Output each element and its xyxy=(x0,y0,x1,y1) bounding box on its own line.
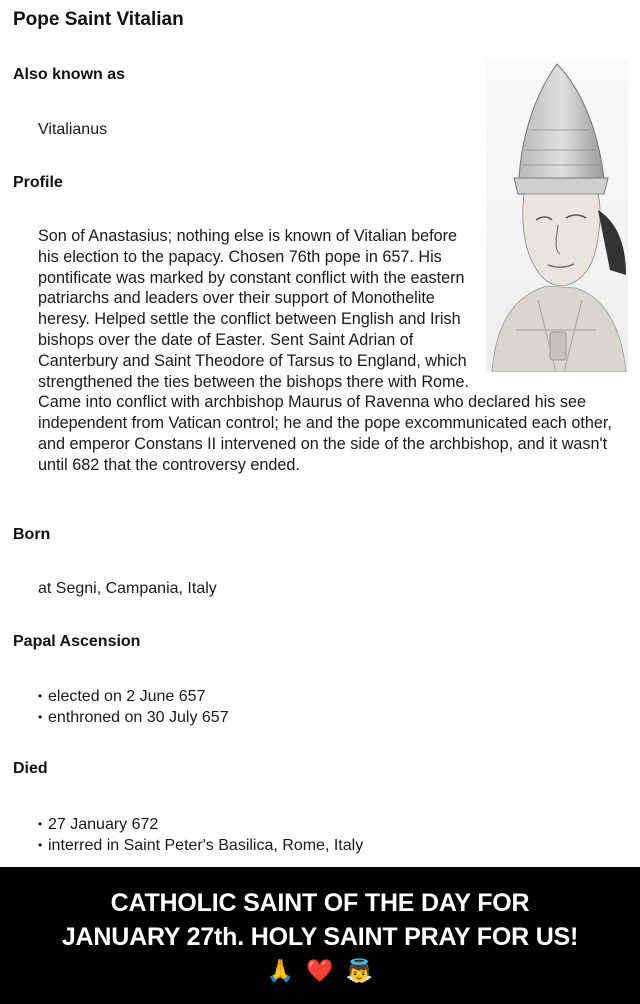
born-value: at Segni, Campania, Italy xyxy=(38,580,217,597)
heading-also-known-as: Also known as xyxy=(13,66,126,83)
list-item: • 27 January 672 xyxy=(38,814,363,835)
also-known-as-value: Vitalianus xyxy=(38,121,108,138)
list-item: • interred in Saint Peter's Basilica, Rome, Italy xyxy=(38,835,363,856)
banner-line-1: CATHOLIC SAINT OF THE DAY FOR xyxy=(110,889,530,917)
died-list xyxy=(38,814,363,856)
heading-profile: Profile xyxy=(13,174,63,191)
list-item: • elected on 2 June 657 xyxy=(38,686,229,707)
papal-ascension-list xyxy=(38,686,229,728)
heading-died: Died xyxy=(13,760,48,777)
portrait-illustration-icon xyxy=(486,60,628,372)
list-item: • enthroned on 30 July 657 xyxy=(38,707,229,728)
heading-papal-ascension: Papal Ascension xyxy=(13,633,141,650)
banner-line-2: JANUARY 27th. HOLY SAINT PRAY FOR US! xyxy=(61,923,579,951)
heading-born: Born xyxy=(13,526,51,543)
profile-section xyxy=(38,226,630,476)
baby-angel-icon: 👼 xyxy=(345,958,374,983)
heart-icon: ❤️ xyxy=(306,958,334,983)
profile-text: Son of Anastasius; nothing else is known of Vitalian before his election to the papacy. Chosen 76th pope in 657. His pontificate was marked by constant conflict with the eastern patriarchs and leaders over their support of Monothelite heresy. Helped settle the conflict between English and Irish bishops over the date of Easter. Sent Saint Adrian of Canterbury and Saint Theodore of Tarsus to England, which strengthened the ties between the bishops there with Rome. Came into conflict with archbishop Maurus of Ravenna who declared his see independent from Vatican control; he and the pope excommunicated each other, and emperor Constans II intervened on the side of the archbishop, and it wasn't until 682 that the controversy ended. xyxy=(38,227,612,474)
pope-portrait-image xyxy=(486,60,628,372)
saint-of-the-day-banner xyxy=(0,867,640,1004)
banner-emojis xyxy=(0,956,640,986)
page-title: Pope Saint Vitalian xyxy=(13,9,184,30)
praying-hands-icon: 🙏 xyxy=(266,958,295,983)
